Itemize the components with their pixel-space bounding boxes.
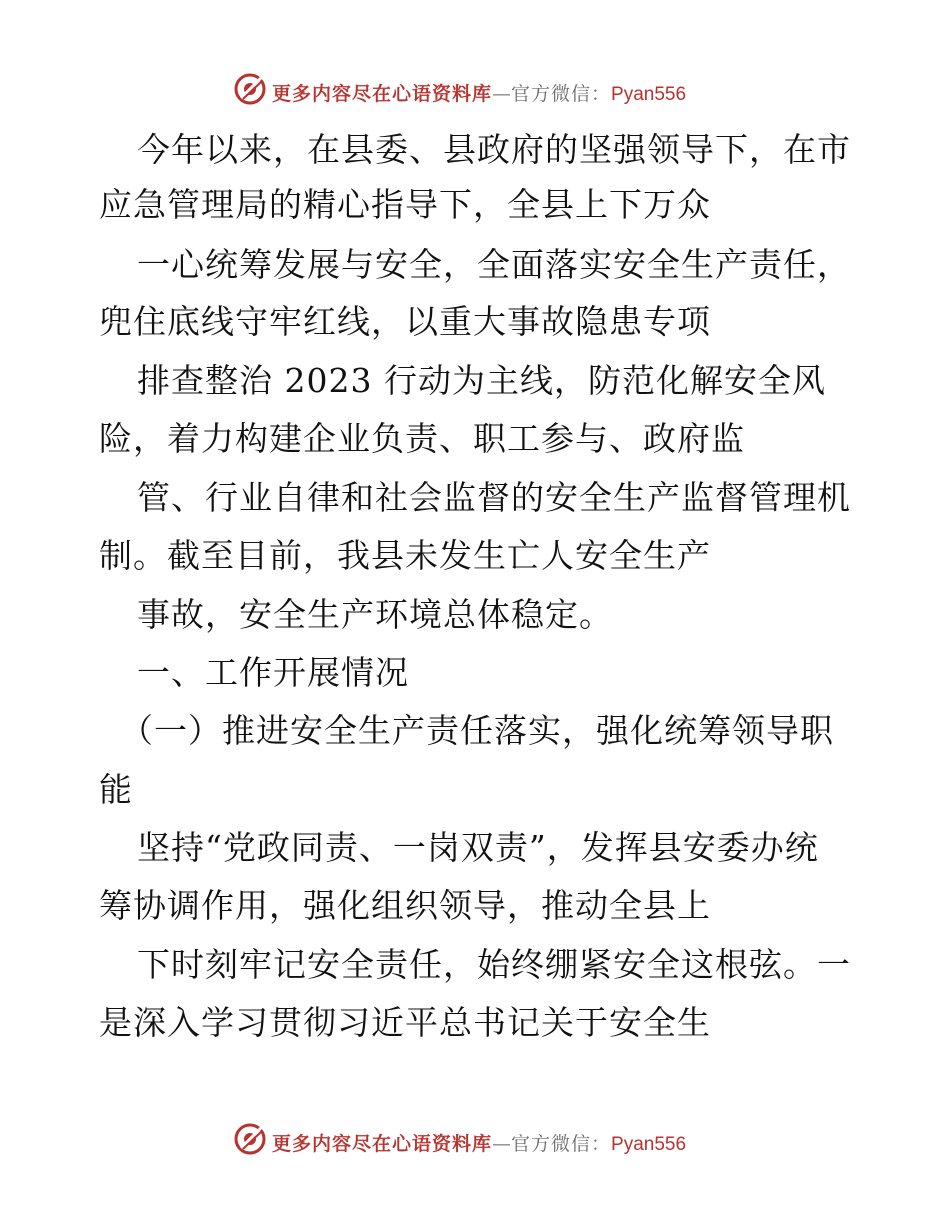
text-line: 制。截至目前，我县未发生亡人安全生产	[99, 536, 711, 575]
text-line: 筹协调作用，强化组织领导，推动全县上	[99, 886, 711, 925]
watermark-id: Pyan556	[611, 84, 687, 105]
text-line: 坚持“党政同责、一岗双责”，发挥县安委办统	[137, 828, 819, 867]
text-line: 下时刻牢记安全责任，始终绷紧安全这根弦。一	[137, 945, 851, 984]
section-heading: 一、工作开展情况	[137, 653, 409, 692]
text-line: 险，着力构建企业负责、职工参与、政府监	[99, 419, 745, 458]
logo-icon	[233, 72, 267, 106]
text-line: 事故，安全生产环境总体稳定。	[137, 595, 613, 634]
subsection-heading-cont: 能	[99, 770, 133, 809]
text-line: 兜住底线守牢红线，以重大事故隐患专项	[99, 302, 711, 341]
watermark-id: Pyan556	[611, 1134, 687, 1155]
text-line: 应急管理局的精心指导下，全县上下万众	[99, 185, 711, 224]
logo-icon	[233, 1122, 267, 1156]
text-line: 是深入学习贯彻习近平总书记关于安全生	[99, 1003, 711, 1042]
watermark-label: 官方微信：	[511, 1133, 612, 1155]
header-watermark	[0, 70, 950, 110]
subsection-heading: （一）推进安全生产责任落实，强化统筹领导职	[120, 711, 834, 750]
text-line: 一心统筹发展与安全，全面落实安全生产责任，	[137, 245, 851, 284]
watermark-dash: —	[492, 83, 512, 105]
text-line: 管、行业自律和社会监督的安全生产监督管理机	[137, 478, 851, 517]
watermark-brand: 更多内容尽在心语资料库	[272, 1133, 493, 1155]
text-line: 排查整治 2023 行动为主线，防范化解安全风	[137, 361, 826, 400]
footer-watermark	[0, 1120, 950, 1160]
watermark-dash: —	[492, 1133, 512, 1155]
watermark-label: 官方微信：	[511, 83, 612, 105]
text-line: 今年以来，在县委、县政府的坚强领导下，在市	[137, 130, 851, 169]
watermark-brand: 更多内容尽在心语资料库	[272, 83, 493, 105]
